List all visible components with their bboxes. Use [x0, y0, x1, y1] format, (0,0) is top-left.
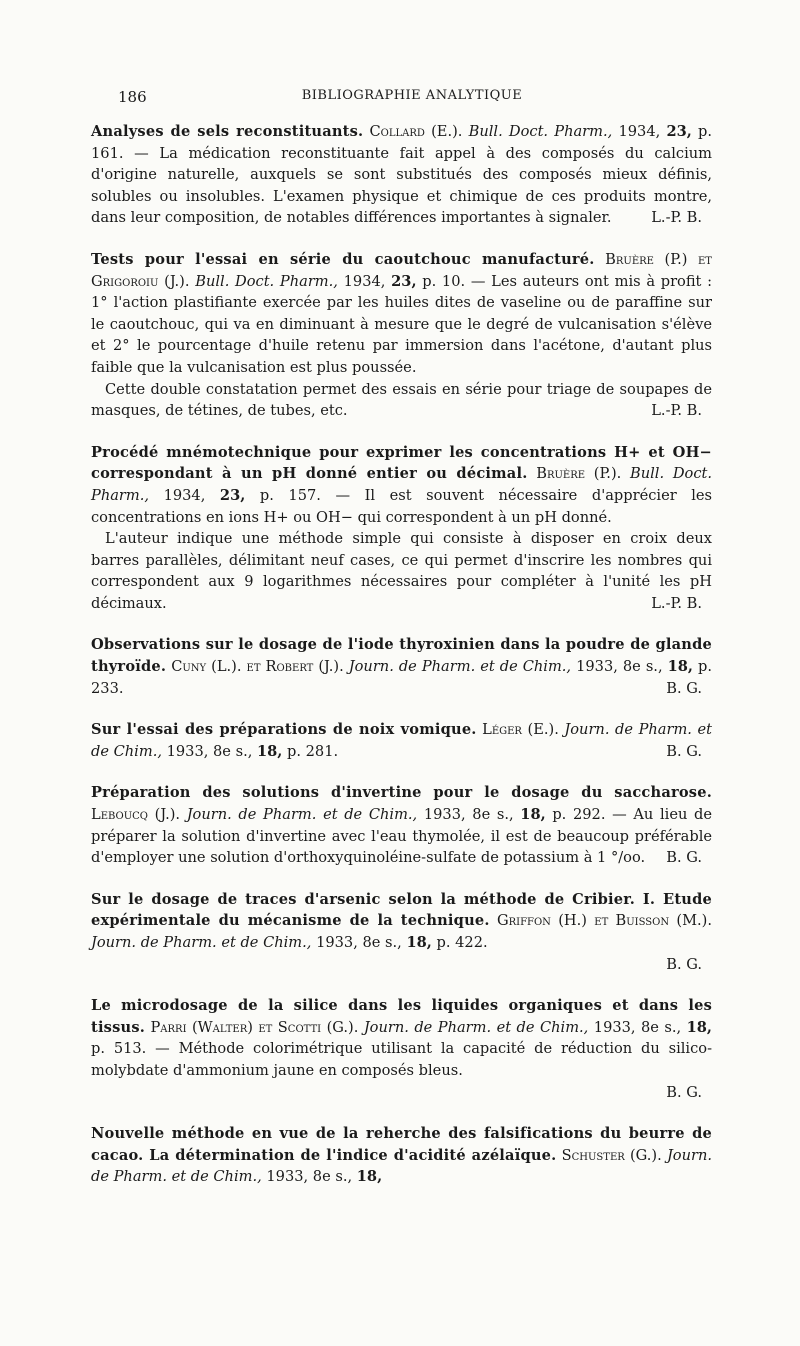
- entry-title: Procédé mnémotechnique pour exprimer les concentrations H+ et OH− correspondant à un pH donné entier ou décimal.: [91, 443, 712, 483]
- entry-title: Tests pour l'essai en série du caoutchouc manufacturé.: [91, 250, 595, 268]
- entry-year: 1934,: [163, 486, 206, 504]
- entry-year: 1933, 8e s.,: [316, 934, 402, 951]
- entry-authors: Bruère (P.).: [536, 465, 622, 483]
- entry-title: Préparation des solutions d'invertine pour le dosage du saccharose.: [91, 784, 712, 802]
- entry-source: Journ. de Pharm. et de Chim.,: [363, 1018, 589, 1036]
- entry-pages: p. 10.: [422, 272, 466, 290]
- entry-abstract: — Les auteurs ont mis à profit : 1° l'action plastifiante exercée par les huiles dites de vaseline ou de paraffine sur le caoutchouc, qui va en diminuant à mesure que le degré de vulcanisation s'élève et 2° le pourcentage d'huile retenu par immersion dans l'acétone, d'autant plus faible que la vulcanisation est plus poussée.: [91, 272, 713, 376]
- entry-authors: Schuster (G.).: [561, 1146, 662, 1164]
- entry-title: Le microdosage de la silice dans les liquides organiques et dans les tissus.: [91, 997, 712, 1036]
- bibliography-entry: [91, 719, 712, 762]
- bibliography-column: [91, 121, 712, 1208]
- entry-abstract-continued: L'auteur indique une méthode simple qui consiste à disposer en croix deux barres parallèles, délimitant neuf cases, ce qui permet d'inscrire les nombres qui correspondent aux 9 logarithmes nécessaires pour compléter à l'unité les pH décimaux.: [91, 530, 712, 612]
- entry-title: Sur le dosage de traces d'arsenic selon la méthode de Cribier. I. Etude expérimentale du mécanisme de la technique.: [91, 890, 712, 930]
- entry-authors: Griffon (H.) et Buisson (M.).: [496, 912, 712, 930]
- entry-authors: Collard (E.).: [369, 123, 463, 140]
- entry-volume: 18,: [257, 742, 283, 760]
- entry-year: 1934,: [343, 272, 386, 290]
- page-header: [118, 88, 706, 110]
- entry-source: Journ. de Pharm. et de Chim.,: [91, 721, 713, 760]
- running-title: BIBLIOGRAPHIE ANALYTIQUE: [301, 88, 523, 103]
- entry-signature: B. G.: [666, 849, 702, 867]
- bibliography-entry: [91, 782, 712, 868]
- entry-signature: B. G.: [666, 742, 702, 760]
- bibliography-entry: [91, 121, 712, 229]
- entry-source: Bull. Doct. Pharm.,: [91, 465, 713, 504]
- entry-source: Journ. de Pharm. et de Chim.,: [348, 658, 572, 676]
- entry-source: Journ. de Pharm. et de Chim.,: [91, 934, 312, 951]
- entry-pages: p. 281.: [287, 742, 339, 760]
- entry-year: 1933, 8e s.,: [423, 806, 514, 824]
- entry-abstract: — La médication reconstituante fait appel à des composés du calcium d'origine naturelle, auxquels se sont substitués des composés mieux définis, solubles ou insolubles. L'examen physique et chimique de ces produits montre, dans leur composition, de notables différences importantes à signaler.: [91, 144, 712, 227]
- entry-title: Nouvelle méthode en vue de la reherche des falsifications du beurre de cacao. La détermination de l'indice d'acidité azélaïque.: [91, 1125, 712, 1164]
- entry-signature: B. G.: [666, 679, 702, 697]
- entry-abstract: — Au lieu de préparer la solution d'invertine avec l'eau thymolée, il est de beaucoup préférable d'employer une solution d'orthoxyquinoléine-sulfate de potassium à 1 °/oo.: [91, 806, 712, 867]
- page-number: 186: [118, 88, 147, 106]
- entry-source: Journ. de Pharm. et de Chim.,: [186, 806, 418, 824]
- entry-title: Analyses de sels reconstituants.: [91, 123, 364, 140]
- entry-year: 1933, 8e s.,: [266, 1168, 353, 1186]
- entry-abstract-continued: Cette double constatation permet des essais en série pour triage de soupapes de masques, de tétines, de tubes, etc.: [91, 380, 712, 420]
- bibliography-entry: [91, 995, 712, 1103]
- bibliography-entry: [91, 634, 712, 699]
- entry-authors: Bruère (P.) et Grigoroiu (J.).: [91, 250, 712, 290]
- entry-source: Bull. Doct. Pharm.,: [468, 123, 613, 140]
- entry-title: Observations sur le dosage de l'iode thyroxinien dans la poudre de glande thyroïde.: [91, 636, 712, 676]
- entry-pages: p. 292.: [552, 806, 606, 824]
- bibliography-entry: [91, 442, 712, 615]
- entry-volume: 18,: [356, 1168, 383, 1186]
- entry-authors: Léger (E.).: [482, 721, 559, 739]
- entry-year: 1933, 8e s.,: [166, 742, 253, 760]
- entry-abstract: — Méthode colorimétrique utilisant la capacité de réduction du silico-molybdate d'ammonium jaune en composés bleus.: [91, 1040, 712, 1079]
- entry-authors: Cuny (L.). et Robert (J.).: [171, 658, 344, 676]
- entry-signature: L.-P. B.: [651, 402, 702, 420]
- entry-volume: 23,: [219, 486, 246, 504]
- entry-signature: L.-P. B.: [651, 209, 702, 227]
- entry-pages: p. 233.: [91, 658, 712, 697]
- entry-signature: B. G.: [666, 955, 702, 973]
- entry-signature: B. G.: [666, 1083, 702, 1101]
- entry-volume: 18,: [686, 1018, 712, 1036]
- bibliography-entry: [91, 1123, 712, 1188]
- bibliography-entry: [91, 889, 712, 975]
- entry-authors: Leboucq (J.).: [91, 806, 181, 824]
- entry-pages: p. 422.: [436, 934, 488, 951]
- entry-pages: p. 157.: [259, 486, 321, 504]
- entry-volume: 18,: [520, 806, 546, 824]
- entry-source: Journ. de Pharm. et de Chim.,: [91, 1146, 713, 1186]
- entry-volume: 18,: [667, 658, 693, 676]
- entry-pages: p. 161.: [91, 123, 712, 162]
- entry-authors: Parri (Walter) et Scotti (G.).: [150, 1018, 359, 1036]
- entry-year: 1933, 8e s.,: [593, 1018, 682, 1036]
- entry-year: 1933, 8e s.,: [576, 658, 663, 676]
- entry-source: Bull. Doct. Pharm.,: [195, 272, 338, 290]
- entry-abstract: — Il est souvent nécessaire d'apprécier les concentrations en ions H+ ou OH− qui correspondent à un pH donné.: [91, 486, 713, 526]
- entry-signature: L.-P. B.: [651, 594, 702, 612]
- entry-volume: 18,: [406, 934, 432, 951]
- entry-volume: 23,: [666, 123, 692, 140]
- bibliography-entry: [91, 249, 712, 422]
- entry-year: 1934,: [618, 123, 661, 140]
- entry-pages: p. 513.: [91, 1040, 147, 1058]
- entry-title: Sur l'essai des préparations de noix vomique.: [91, 721, 477, 739]
- entry-volume: 23,: [391, 272, 417, 290]
